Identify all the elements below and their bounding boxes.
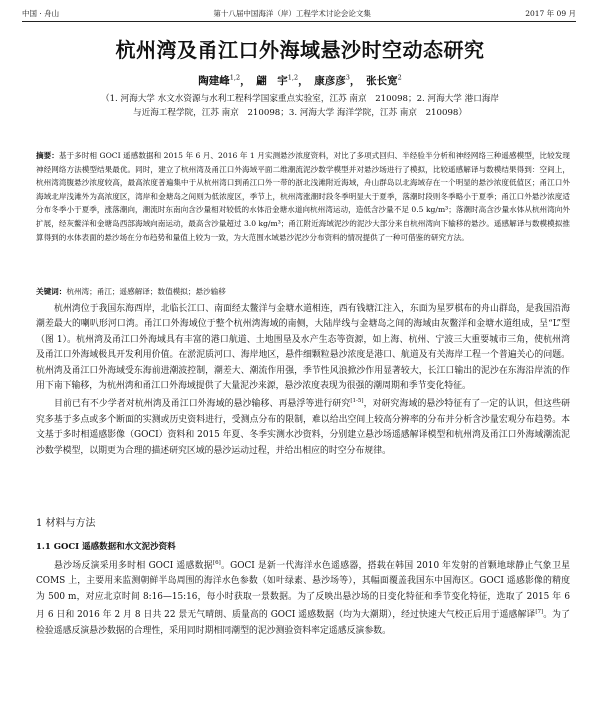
goci-paragraph: [36, 556, 570, 639]
intro-text: 目前已有不少学者对杭州湾及甬江口外海域的悬沙输移、再悬浮等进行研究: [54, 399, 351, 410]
citation: [7]: [535, 609, 544, 616]
author-affil-mark: 1,2: [287, 73, 299, 82]
intro-text: ，对研究海域的悬沙特征有了一定的认识，但这些研究多基于多点或多个断面的实测或历史资料进行，受测点分布的限制，难以给出空间上较高分辨率的分布并分析含沙量宏观分布趋势。本文基于多时相遥感影像（GOCI）资料和 2015 年夏、冬季实测水沙资料，分别建立悬沙场遥感解译模型和杭州湾及甬江口外海域潮流泥沙数学模型，以期更为合理的描述研究区域的悬沙运动过程，并给出相应的时空分布规律。: [36, 399, 571, 456]
keywords: [36, 285, 570, 298]
citation: [6]: [212, 560, 221, 566]
keywords-label: 关键词：: [36, 287, 67, 296]
author-affil-mark: 1,2: [229, 73, 241, 82]
header-location: 中国 · 舟山: [22, 8, 60, 18]
header-date: 2017 年 09 月: [525, 8, 576, 18]
author-name: 张长宽: [366, 75, 398, 87]
author-affil-mark: 3: [345, 73, 350, 82]
affiliations: [36, 92, 564, 120]
running-header: [22, 6, 576, 20]
goci-text: 。为了检验遥感反演悬沙数据的合理性，采用同时期相同潮型的泥沙测验资料率定遥感反演参数。: [36, 610, 570, 636]
affiliation-line: （1. 河海大学 水文水资源与水利工程科学国家重点实验室，江苏 南京 210098；2. 河海大学 港口海岸: [100, 94, 500, 104]
author-name: 康彦彦: [314, 75, 346, 87]
section-heading: 1 材料与方法: [36, 518, 96, 529]
introduction: [36, 302, 570, 459]
author-name: 翩 宇: [256, 75, 288, 87]
author-affil-mark: 2: [397, 73, 402, 82]
header-divider: [22, 21, 576, 22]
author-list: 陶建峰$^{1,2}$， 翩 宇$^{1,2}$， 康彦彦$^3$， 张长宽$^2$: [198, 73, 402, 87]
intro-paragraph: 杭州湾位于我国东海西岸，北临长江口、南面经太鳖洋与金塘水道相连，西有钱塘江注入，东面为星罗棋布的舟山群岛，是我国沿海潮差最大的喇叭形河口湾。甬江口外海域位于整个杭州湾海域的南侧，大陆岸线与金塘岛之间的海域由灰鳖洋和金塘水道组成，呈“L”型（图 1）。杭州湾及甬江口外海域具有丰富的港口航道、土地围垦及水产生态等资源，如上海、杭州、宁波三大重要城市三角，使杭州湾及甬江口外海域极具开发利用价值。在淤泥质河口、海岸地区，悬件细颗粒悬沙浓度是港口、航道及有关海岸工程一个普遍关心的问题。杭州湾及甬江口外海域受东海前进潮波控制，潮差大、潮流作用强，季节性风浪掀沙作用显著较大，长江口输出的泥沙在东海沿岸流的作用下南下输移，为杭州湾和甬江口外海域提供了大量泥沙来源，悬沙浓度表现为很强的潮周期和季节变化特征。: [36, 304, 570, 392]
paper-title: 杭州湾及甬江口外海域悬沙时空动态研究: [115, 38, 485, 62]
goci-text: 悬沙场反演采用多时相 GOCI 遥感数据: [54, 560, 213, 571]
header-proceedings: 第十八届中国海洋（岸）工程学术讨论会论文集: [213, 8, 371, 18]
author-name: 陶建峰: [198, 75, 230, 87]
intro-paragraph: [36, 394, 570, 459]
abstract-label: 摘要：: [36, 151, 59, 160]
goci-section-body: [36, 556, 570, 639]
abstract: [36, 149, 570, 244]
goci-text: 。GOCI 是新一代海洋水色遥感器，搭载在韩国 2010 年发射的首颗地球静止气象卫星 COMS 上，主要用来监测朝鲜半岛周围的海洋水色参数（如叶绿素、悬沙场等），其幅面覆盖我国东中国海区。GOCI 遥感影像的精度为 500 m，对应北京时间 8:16—15:16，每小时获取一景数据。为了反映出悬沙场的日变化特征和季节变化特征，选取了 2015 年 6 月 6 日和 2016 年 2 月 8 日共 22 景无气晴朗、质量高的 GOCI 遥感数据（均为大潮期），经过快速大气校正后用于遥感解译: [36, 560, 570, 621]
citation: [1-5]: [350, 398, 364, 405]
keywords-text: 杭州湾；甬江；遥感解译；数值模拟；悬沙输移: [66, 287, 226, 296]
subsection-heading: 1.1 GOCI 遥感数据和水文泥沙资料: [36, 542, 176, 552]
affiliation-line: 与近海工程学院，江苏 南京 210098；3. 河海大学 海洋学院，江苏 南京 210098）: [133, 108, 467, 118]
abstract-text: 基于多时相 GOCI 遥感数据和 2015 年 6 月、2016 年 1 月实测悬沙浓度资料，对比了多项式回归、半经验半分析和神经网络三种遥感模型，比较发现神经网络方法模型结果最优。同时，建立了杭州湾及甬江口外海域平面二维潮流泥沙数学模型并对悬沙场进行了模拟，比较遥感解译与数模结果得到：空间上，杭州湾湾腹悬沙浓度较高，最高浓度普遍集中于从杭州湾口到甬江口外一带的浙北浅滩附近海域，舟山群岛以北海域存在一个明显的悬沙浓度低值区；甬江口外海域北岸浅滩外为高浓度区，湾岸和金塘岛之间则为低浓度区，季节上，杭州湾涨潮时段冬季明显大于夏季，落潮时段则冬季略小于夏季；甬江口外悬沙浓度适分布冬季小于夏季，涨落潮向，潮流时东南向含沙量相对较低的水体沿金塘水道向杭州湾运动，造低含沙量不足 0.5 kg/m³；落潮时高含沙量水体从杭州湾向外扩展，经灰鳖洋和金塘岛西部海域向南运动，最高含沙量超过 3.0 kg/m³；甬江附近海域泥沙的泥沙大部分来自杭州湾向下输移的悬沙。遥感解译与数模模拟推算得到的水体表面的悬沙场在分布趋势和量值上较为一致，为大范围水域悬沙泥沙分布资料的情况提供了一种可借鉴的研究方法。: [36, 151, 571, 242]
